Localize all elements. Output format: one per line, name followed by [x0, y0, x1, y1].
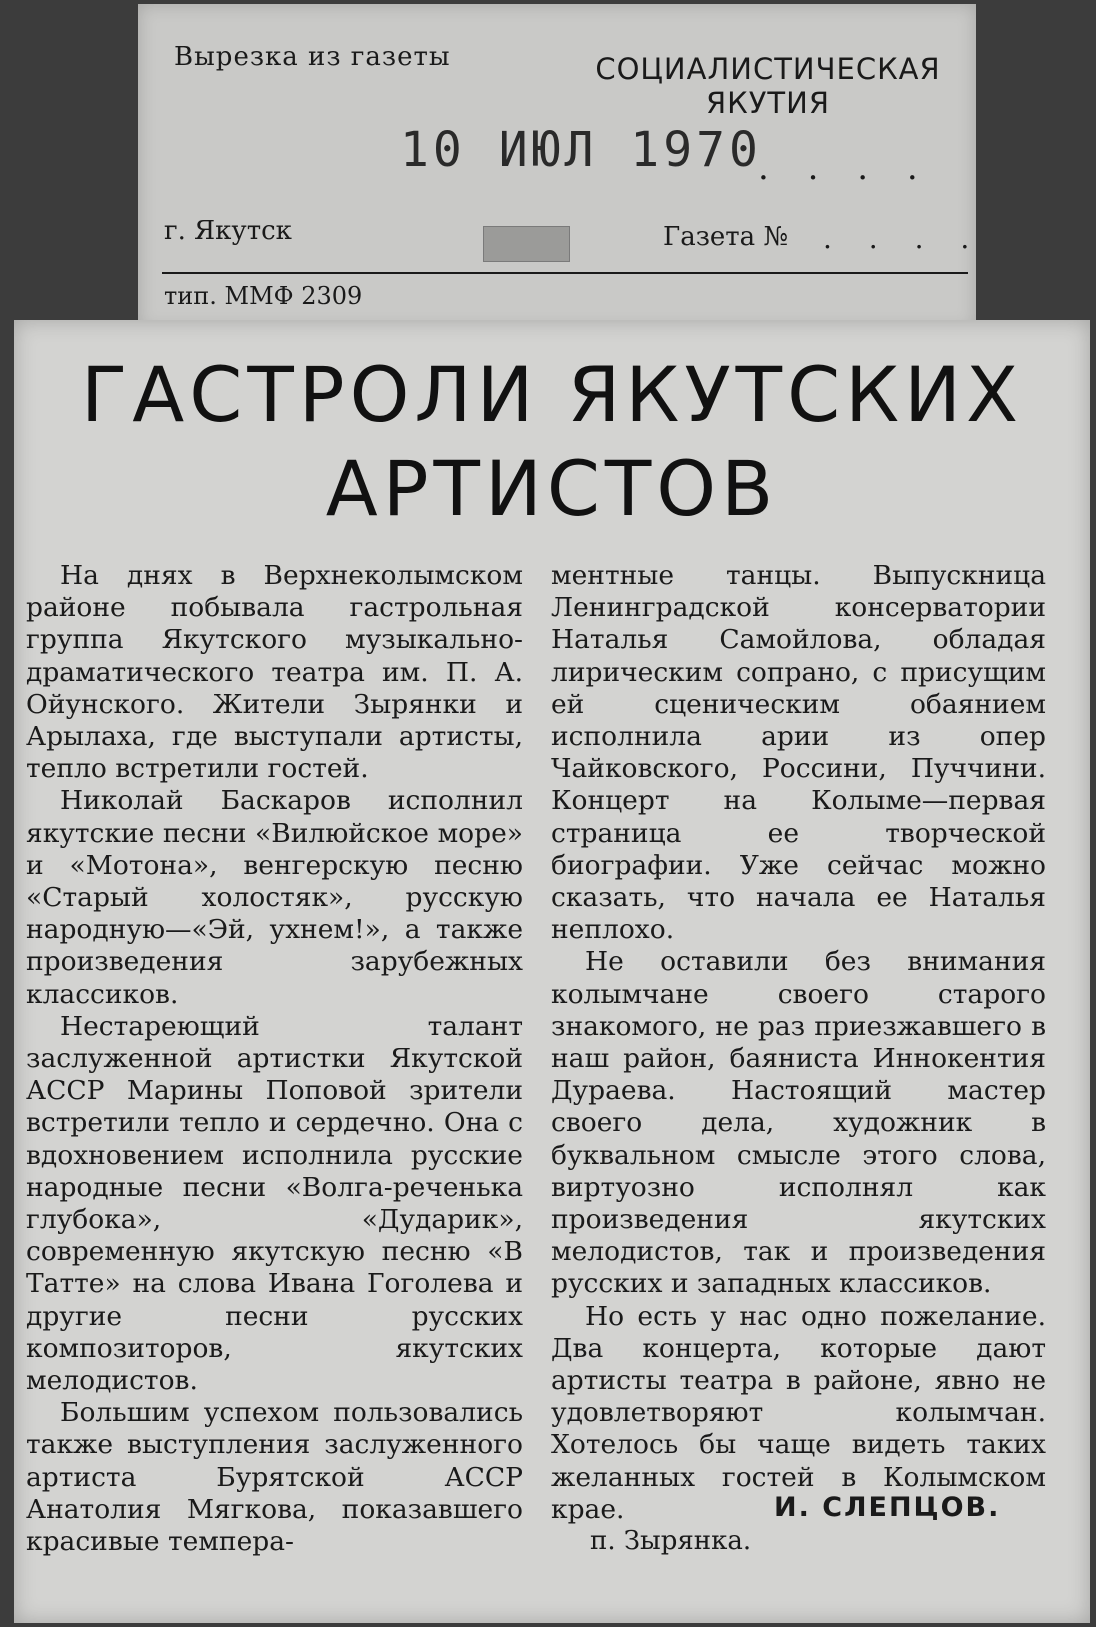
newspaper-name-line2: ЯКУТИЯ — [706, 86, 830, 120]
author-location: п. Зырянка. — [590, 1526, 752, 1556]
article-headline — [14, 348, 1090, 536]
headline-line2: АРТИСТОВ — [325, 444, 779, 533]
newspaper-article — [14, 320, 1090, 1623]
ink-stamp-mark — [483, 226, 570, 262]
gazeta-number-dots: . . . . — [823, 222, 984, 255]
clipping-label: Вырезка из газеты — [174, 42, 451, 72]
paragraph: На днях в Верхнеколымском районе побывала гастрольная группа Якутского музыкально-драматического театра им. П. А. Ойунского. Жители Зырянки и Арылаха, где выступали артисты, тепло встретили гостей. — [26, 560, 523, 785]
header-rule — [162, 272, 968, 274]
date-stamp: 10 ИЮЛ 1970 — [400, 122, 762, 178]
paragraph: Но есть у нас одно пожелание. Два концерта, которые дают артисты театра в районе, явно не удовлетворяют колымчан. Хотелось бы чаще видеть таких желанных гостей в Колымском крае. — [551, 1300, 1046, 1525]
paragraph: Николай Баскаров исполнил якутские песни «Вилюйское море» и «Мотона», венгерскую песню «Старый холостяк», русскую народную—«Эй, ухнем!», а также произведения зарубежных классиков. — [26, 785, 523, 1010]
paragraph: ментные танцы. Выпускница Ленинградской консерватории Наталья Самойлова, обладая лирическим сопрано, с присущим ей сценическим обаянием исполнила арии из опер Чайковского, Россини, Пуччини. Концерт на Колыме—первая страница ее творческой биографии. Уже сейчас можно сказать, что начала ее Наталья неплохо. — [551, 560, 1046, 946]
gazeta-number-label: Газета № — [663, 222, 789, 252]
clipping-header-card — [138, 4, 984, 330]
author-signature: И. СЛЕПЦОВ. — [774, 1492, 1001, 1523]
article-column-left — [26, 560, 523, 1558]
city-label: г. Якутск — [164, 216, 292, 246]
paragraph: Большим успехом пользовались также выступления заслуженного артиста Бурятской АССР Анатолия Мягкова, показавшего красивые темпера- — [26, 1397, 523, 1558]
paragraph: Не оставили без внимания колымчане своего старого знакомого, не раз приезжавшего в наш район, баяниста Иннокентия Дураева. Настоящий мастер своего дела, художник в буквальном смысле этого слова, виртуозно исполнял как произведения якутских мелодистов, так и произведения русских и западных классиков. — [551, 946, 1046, 1300]
headline-line1: ГАСТРОЛИ ЯКУТСКИХ — [80, 350, 1024, 439]
typography-code: тип. ММФ 2309 — [164, 282, 363, 310]
newspaper-name-line1: СОЦИАЛИСТИЧЕСКАЯ — [595, 52, 941, 86]
newspaper-name — [568, 52, 968, 120]
date-dots: . . . . — [758, 148, 932, 188]
article-column-right — [551, 560, 1046, 1526]
paragraph: Нестареющий талант заслуженной артистки Якутской АССР Марины Поповой зрители встретили тепло и сердечно. Она с вдохновением исполнила русские народные песни «Волга-реченька глубока», «Дударик», современную якутскую песню «В Татте» на слова Ивана Гоголева и другие песни русских композиторов, якутских мелодистов. — [26, 1010, 523, 1397]
